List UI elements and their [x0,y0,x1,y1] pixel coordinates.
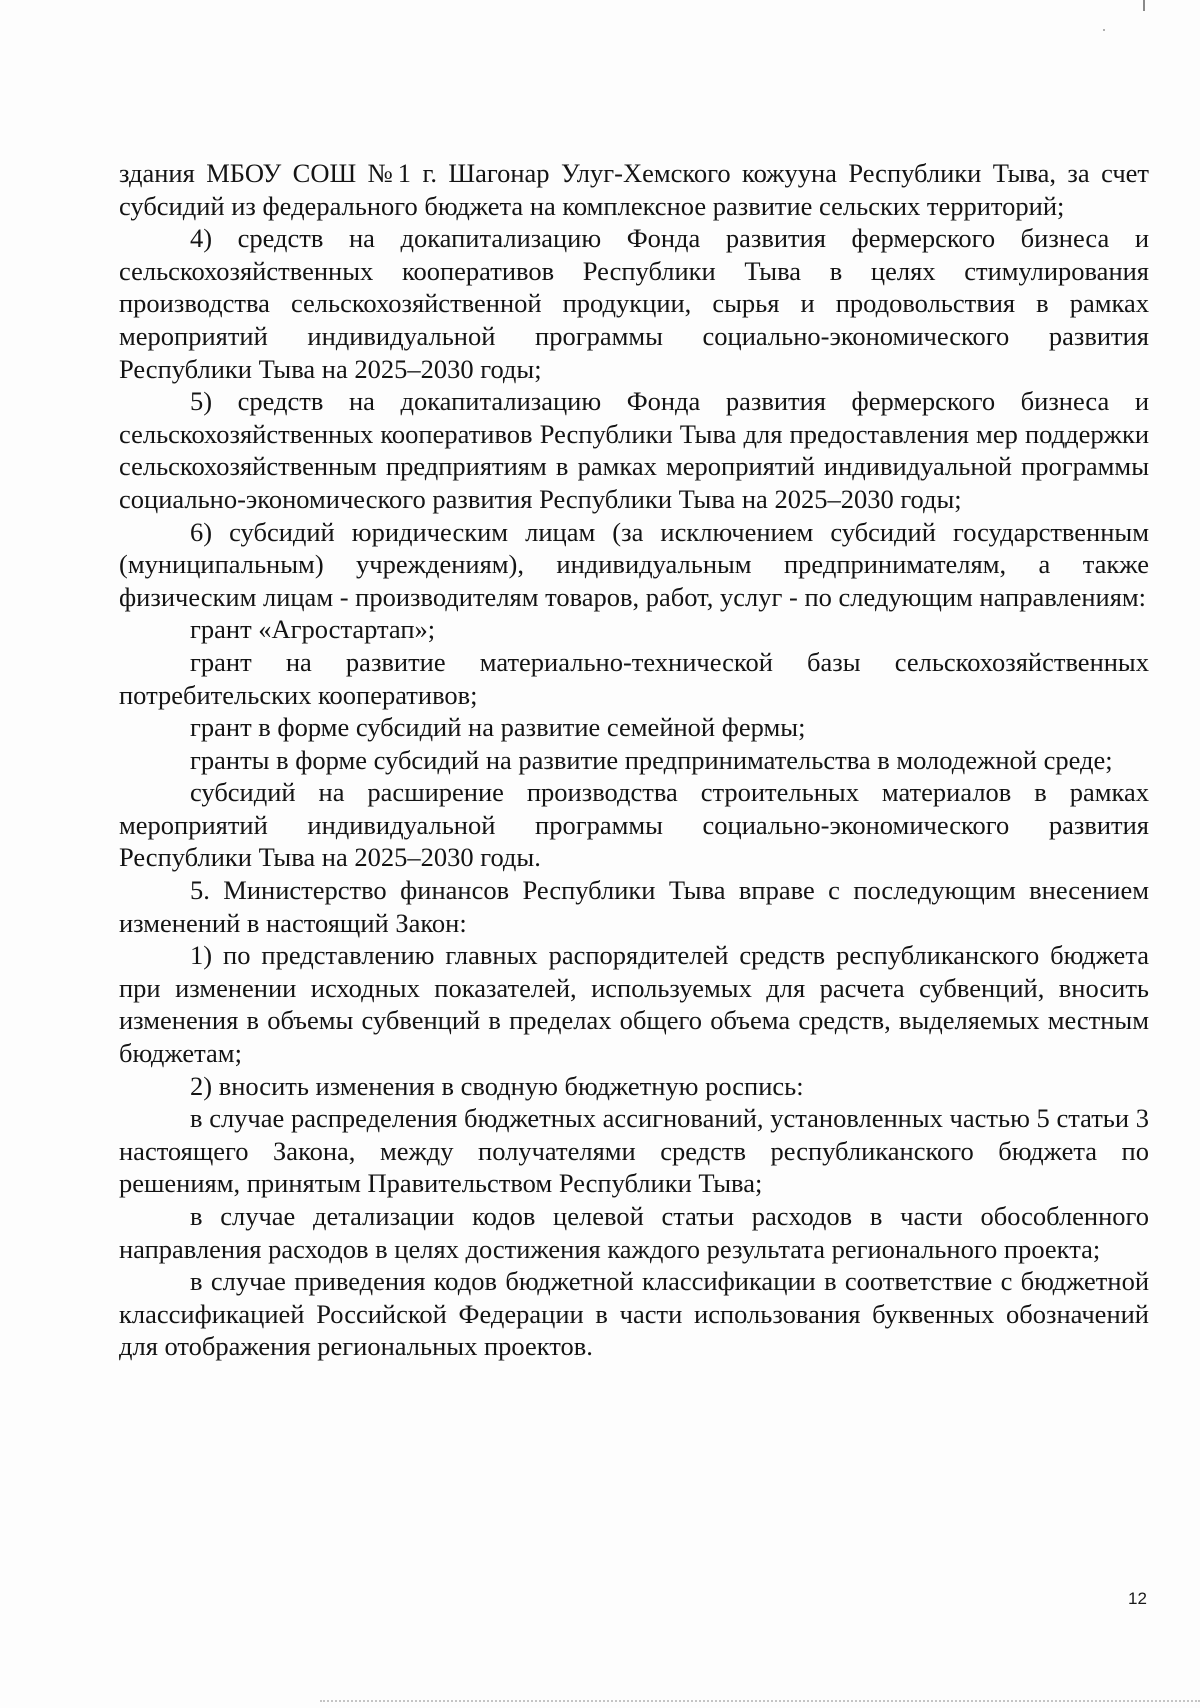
scan-artifact-dot [1103,29,1105,31]
paragraph-section-5-item-1: 1) по представлению главных распорядителей средств республиканского бюджета при изменении исходных показателей, используемых для расчета субвенций, вносить изменения в объемы субвенций в пределах общего объема средств, выделяемых местным бюджетам; [119,940,1149,1069]
paragraph-grant-family-farm: грант в форме субсидий на развитие семейной фермы; [190,712,806,743]
paragraph-case-allocation: в случае распределения бюджетных ассигнований, установленных частью 5 статьи 3 настоящего Закона, между получателями средств республиканского бюджета по решениям, принятым Правительством Республики Тыва; [119,1103,1149,1199]
paragraph-item-5: 5) средств на докапитализацию Фонда развития фермерского бизнеса и сельскохозяйственных кооперативов Республики Тыва для предоставления мер поддержки сельскохозяйственным предприятиям в рамках мероприятий индивидуальной программы социально-экономического развития Республики Тыва на 2025–2030 годы; [119,386,1149,514]
scan-artifact-mark [1143,0,1145,11]
page-number: 12 [1128,1589,1147,1608]
paragraph-subsidy-building-materials: субсидий на расширение производства строительных материалов в рамках мероприятий индивидуальной программы социально-экономического развития Республики Тыва на 2025–2030 годы. [119,777,1149,873]
paragraph-section-5-item-2: 2) вносить изменения в сводную бюджетную роспись: [190,1070,804,1101]
paragraph-grant-agrostartap: грант «Агростартап»; [190,614,436,645]
scan-artifact-bottom-edge [320,1700,1200,1702]
paragraph-case-detailing: в случае детализации кодов целевой статьи расходов в части обособленного направления расходов в целях достижения каждого результата регионального проекта; [119,1201,1149,1264]
paragraph-grant-youth: гранты в форме субсидий на развитие предпринимательства в молодежной среде; [190,744,1113,775]
paragraph-grant-cooperatives: грант на развитие материально-технической базы сельскохозяйственных потребительских кооперативов; [119,646,1149,710]
paragraph-case-classification: в случае приведения кодов бюджетной классификации в соответствие с бюджетной классификацией Российской Федерации в части использования буквенных обозначений для отображения региональных проектов. [119,1266,1149,1362]
paragraph-item-4: 4) средств на докапитализацию Фонда развития фермерского бизнеса и сельскохозяйственных кооперативов Республики Тыва в целях стимулирования производства сельскохозяйственной продукции, сырья и продовольствия в рамках мероприятий индивидуальной программы социально-экономического развития Республики Тыва на 2025–2030 годы; [119,223,1149,384]
document-body [119,157,1149,1363]
paragraph-building-continuation: здания МБОУ СОШ №1 г. Шагонар Улуг-Хемского кожууна Республики Тыва, за счет субсидий из федерального бюджета на комплексное развитие сельских территорий; [119,158,1149,221]
paragraph-section-5: 5. Министерство финансов Республики Тыва вправе с последующим внесением изменений в настоящий Закон: [119,875,1149,938]
paragraph-item-6: 6) субсидий юридическим лицам (за исключением субсидий государственным (муниципальным) учреждениям), индивидуальным предпринимателям, а также физическим лицам - производителям товаров, работ, услуг - по следующим направлениям: [119,516,1149,612]
